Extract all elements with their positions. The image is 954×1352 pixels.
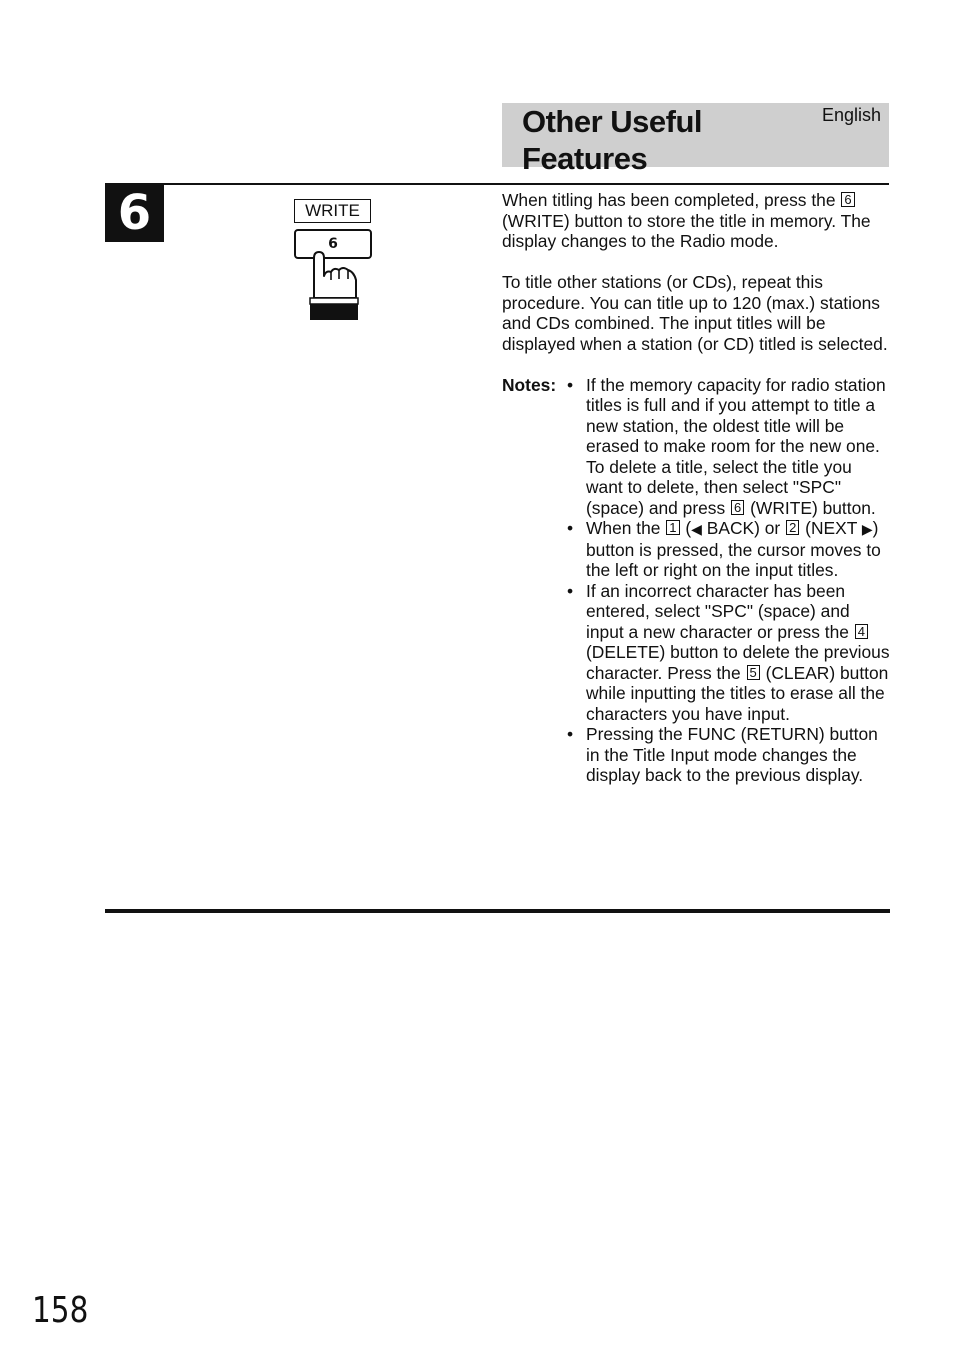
language-label: English	[821, 105, 881, 125]
note-item: • If the memory capacity for radio station titles is full and if you attempt to title a new station, the oldest title will be erased to make room for the new one. To delete a title, select the title you want to delete, then select "SPC" (space) and press 6 (WRITE) button.	[567, 374, 886, 518]
section-header	[502, 103, 889, 176]
bullet-icon: •	[567, 580, 574, 601]
key-2-icon: 2	[786, 520, 799, 535]
paragraph-store-title: When titling has been completed, press the 6 (WRITE) button to store the title in memory. The display changes to the Radio mode.	[502, 190, 871, 251]
notes-list	[502, 375, 890, 786]
instruction-text	[502, 190, 892, 786]
write-button-illustration: 6	[294, 229, 372, 259]
bullet-icon: •	[567, 518, 574, 538]
write-button-caption: WRITE	[294, 199, 371, 223]
bullet-icon: •	[567, 724, 574, 744]
notes-section	[502, 375, 892, 786]
note-item: • Pressing the FUNC (RETURN) button in the Title Input mode changes the display back to the previous display.	[567, 724, 878, 785]
note-item: • If an incorrect character has been entered, select "SPC" (space) and input a new character or press the 4 (DELETE) button to delete the previous character. Press the 5 (CLEAR) button while inputting the titles to erase all the characters you have input.	[567, 580, 890, 724]
step-number-badge: 6	[105, 185, 164, 242]
key-6-icon: 6	[841, 192, 854, 207]
note-item: • When the 1 (◀ BACK) or 2 (NEXT ▶) button is pressed, the cursor moves to the left or right on the input titles.	[567, 518, 881, 580]
back-arrow-icon: ◀	[691, 521, 702, 537]
key-5-icon: 5	[747, 665, 760, 680]
key-1-icon: 1	[666, 520, 679, 535]
bottom-rule	[105, 909, 890, 913]
key-4-icon: 4	[855, 624, 868, 639]
top-rule	[105, 183, 889, 185]
section-title: Other Useful Features	[522, 104, 703, 176]
paragraph-repeat-procedure: To title other stations (or CDs), repeat this procedure. You can title up to 120 (max.) stations and CDs combined. The input titles will be displayed when a station (or CD) titled is selected.	[502, 272, 888, 354]
notes-label: Notes:	[502, 374, 557, 395]
pressing-hand-icon	[305, 250, 360, 322]
page-number: 158	[32, 1290, 89, 1331]
key-6-icon: 6	[731, 500, 744, 515]
next-arrow-icon: ▶	[861, 521, 873, 537]
bullet-icon: •	[567, 374, 574, 395]
